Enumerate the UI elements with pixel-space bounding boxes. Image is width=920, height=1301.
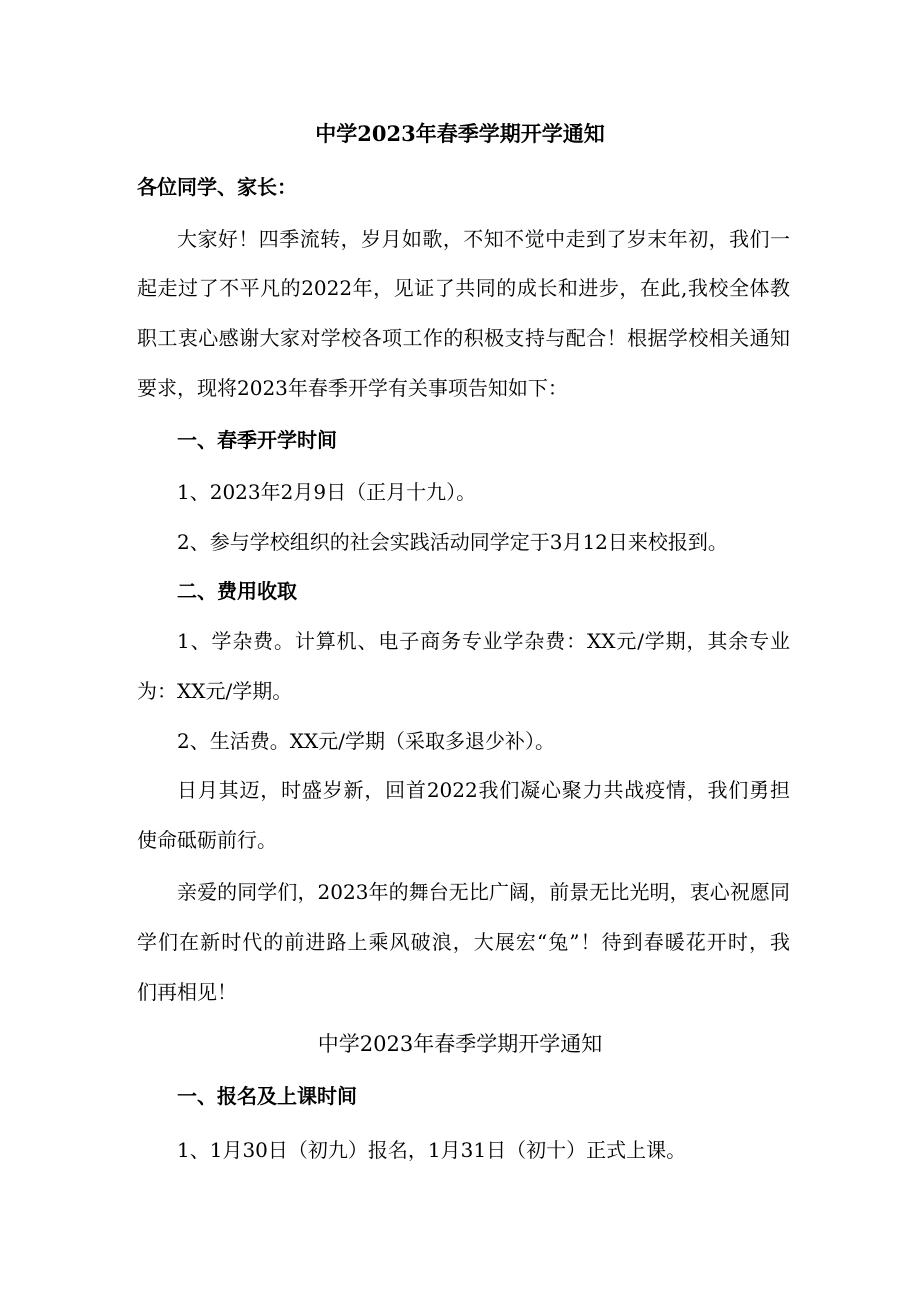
registration-item-1: 1、1月30日（初九）报名，1月31日（初十）正式上课。 xyxy=(177,1138,687,1162)
section-heading-fees: 二、费用收取 xyxy=(177,579,297,603)
notice-title-2: 中学2023年春季学期开学通知 xyxy=(317,1032,603,1056)
intro-line-4: 要求，现将2023年春季开学有关事项告知如下： xyxy=(137,376,568,400)
fees-item-2: 2、生活费。XX元/学期（采取多退少补）。 xyxy=(177,729,555,753)
intro-line-3: 职工衷心感谢大家对学校各项工作的积极支持与配合！根据学校相关通知 xyxy=(137,326,790,350)
closing-2-line-3: 们再相见！ xyxy=(137,980,237,1004)
intro-line-2: 起走过了不平凡的2022年，见证了共同的成长和进步，在此,我校全体教 xyxy=(137,276,790,300)
start-time-item-1: 1、2023年2月9日（正月十九）。 xyxy=(177,480,477,504)
section-heading-start-time: 一、春季开学时间 xyxy=(177,428,337,452)
notice-title: 中学2023年春季学期开学通知 xyxy=(315,121,605,146)
intro-line-1: 大家好！四季流转，岁月如歌，不知不觉中走到了岁末年初，我们一 xyxy=(177,227,790,251)
fees-item-1-line-1: 1、学杂费。计算机、电子商务专业学杂费：XX元/学期，其余专业 xyxy=(177,629,790,653)
start-time-item-2: 2、参与学校组织的社会实践活动同学定于3月12日来校报到。 xyxy=(177,530,728,554)
closing-2-line-2: 学们在新时代的前进路上乘风破浪，大展宏“兔”！待到春暖花开时，我 xyxy=(137,930,790,954)
closing-1-line-1: 日月其迈，时盛岁新，回首2022我们凝心聚力共战疫情，我们勇担 xyxy=(177,778,790,802)
section-heading-registration: 一、报名及上课时间 xyxy=(177,1084,357,1108)
salutation: 各位同学、家长： xyxy=(137,175,297,199)
closing-2-line-1: 亲爱的同学们，2023年的舞台无比广阔，前景无比光明，衷心祝愿同 xyxy=(177,880,790,904)
closing-1-line-2: 使命砥砺前行。 xyxy=(137,828,277,852)
fees-item-1-line-2: 为：XX元/学期。 xyxy=(137,679,293,703)
